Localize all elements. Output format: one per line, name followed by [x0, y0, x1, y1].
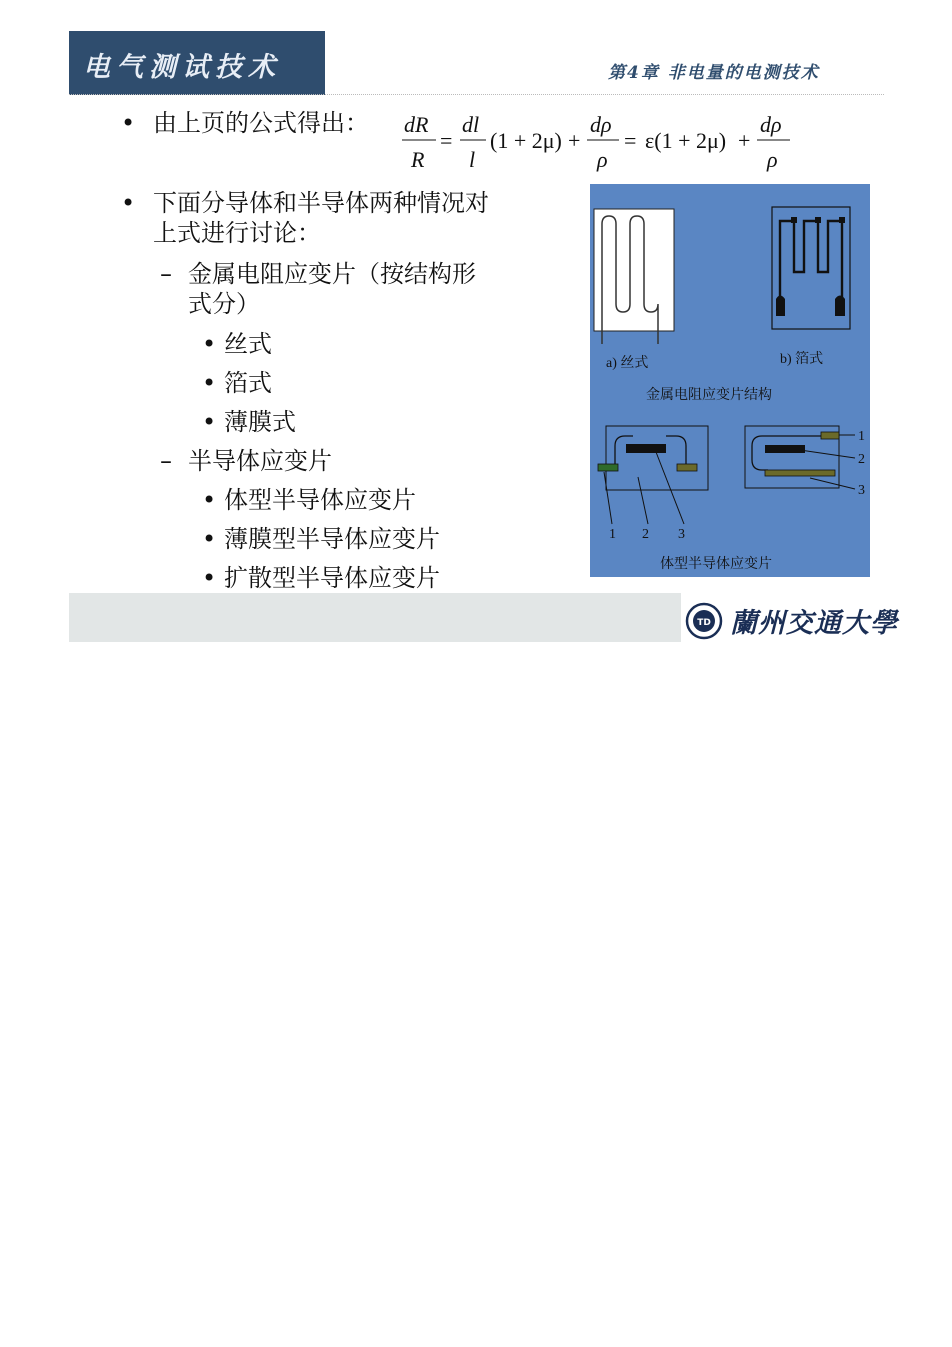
sub-bullet-text: 半导体应变片	[188, 447, 332, 475]
bullet-marker: •	[121, 189, 136, 217]
left-callout-3: 3	[678, 527, 685, 542]
bullet-discussion	[121, 188, 489, 218]
dash-marker: –	[160, 260, 172, 288]
svg-text:=: =	[624, 128, 637, 153]
bullet-marker: •	[202, 408, 217, 436]
university-seal-icon	[684, 601, 724, 641]
strain-formula	[398, 110, 798, 178]
course-title: 电气测试技术	[83, 52, 281, 83]
item-text: 薄膜式	[224, 408, 296, 436]
electrode-left-1	[598, 464, 618, 471]
svg-text:+: +	[738, 128, 751, 153]
sub-bullet-metal	[160, 259, 476, 289]
bullet-marker: •	[202, 525, 217, 553]
formula-t3-denominator: ρ	[767, 147, 778, 172]
figure-label-a: a) 丝式	[606, 356, 649, 371]
right-callout-1: 1	[858, 429, 865, 444]
formula-t2-numerator: dρ	[590, 112, 612, 137]
sub-bullet-text-line1: 金属电阻应变片（按结构形	[188, 260, 476, 288]
list-item	[202, 368, 272, 398]
chapter-title: 第4章 非电量的电测技术	[608, 63, 820, 83]
list-item	[202, 524, 440, 554]
list-item	[202, 563, 440, 593]
bullet-marker: •	[202, 369, 217, 397]
foil-gauge-tab-left	[776, 296, 785, 317]
strain-gauge-figure	[590, 184, 870, 577]
bullet-text: 由上页的公式得出：	[153, 109, 369, 137]
list-item	[202, 329, 272, 359]
sub-bullet-metal-cont	[188, 289, 260, 319]
svg-text:=: =	[440, 128, 453, 153]
right-callout-3: 3	[858, 483, 865, 498]
bullet-marker: •	[202, 330, 217, 358]
left-callout-1: 1	[609, 527, 616, 542]
formula-t3-numerator: dρ	[760, 112, 782, 137]
wire-gauge-substrate	[594, 209, 674, 331]
bullet-marker: •	[121, 109, 136, 137]
item-text: 薄膜型半导体应变片	[224, 525, 440, 553]
bullet-text-line2: 上式进行讨论：	[153, 219, 321, 247]
strain-gauge-diagram	[590, 184, 870, 577]
electrode-right-3	[765, 470, 835, 476]
bullet-discussion-cont	[153, 218, 321, 248]
item-text: 扩散型半导体应变片	[224, 564, 440, 592]
figure-caption-semiconductor: 体型半导体应变片	[660, 557, 772, 572]
formula-t1-numerator: dl	[462, 112, 480, 137]
bullet-text-line1: 下面分导体和半导体两种情况对	[153, 189, 489, 217]
svg-text:+: +	[568, 128, 581, 153]
figure-label-b: b) 箔式	[780, 352, 824, 367]
bullet-formula-intro	[121, 108, 369, 138]
footer-bar	[69, 593, 681, 642]
sub-bullet-semiconductor	[160, 446, 332, 476]
formula-lhs-denominator: R	[411, 147, 425, 172]
semiconductor-element-right	[765, 445, 805, 453]
bullet-marker: •	[202, 486, 217, 514]
semiconductor-gauge-left-substrate	[606, 426, 708, 490]
list-item	[202, 485, 416, 515]
course-title-banner	[69, 31, 325, 95]
formula-factor: (1 + 2μ)	[490, 128, 562, 153]
university-logo	[684, 598, 898, 642]
dash-marker: –	[160, 447, 172, 475]
sub-bullet-text-line2: 式分）	[188, 290, 260, 318]
right-callout-2: 2	[858, 452, 865, 467]
header-divider	[69, 94, 884, 95]
university-name: 蘭州交通大學	[730, 608, 898, 639]
electrode-right-1	[821, 432, 839, 439]
item-text: 箔式	[224, 369, 272, 397]
bullet-marker: •	[202, 564, 217, 592]
item-text: 体型半导体应变片	[224, 486, 416, 514]
list-item	[202, 407, 296, 437]
left-callout-2: 2	[642, 527, 649, 542]
formula-middle: ε(1 + 2μ)	[645, 128, 727, 153]
foil-gauge-tab-right	[835, 296, 845, 317]
formula-lhs-numerator: dR	[404, 112, 429, 137]
formula-t1-denominator: l	[469, 147, 476, 172]
item-text: 丝式	[224, 330, 272, 358]
electrode-left-3	[677, 464, 697, 471]
semiconductor-element-left	[626, 444, 666, 453]
seal-mark: TD	[697, 618, 711, 628]
formula-t2-denominator: ρ	[597, 147, 608, 172]
figure-caption-metal: 金属电阻应变片结构	[646, 388, 772, 403]
